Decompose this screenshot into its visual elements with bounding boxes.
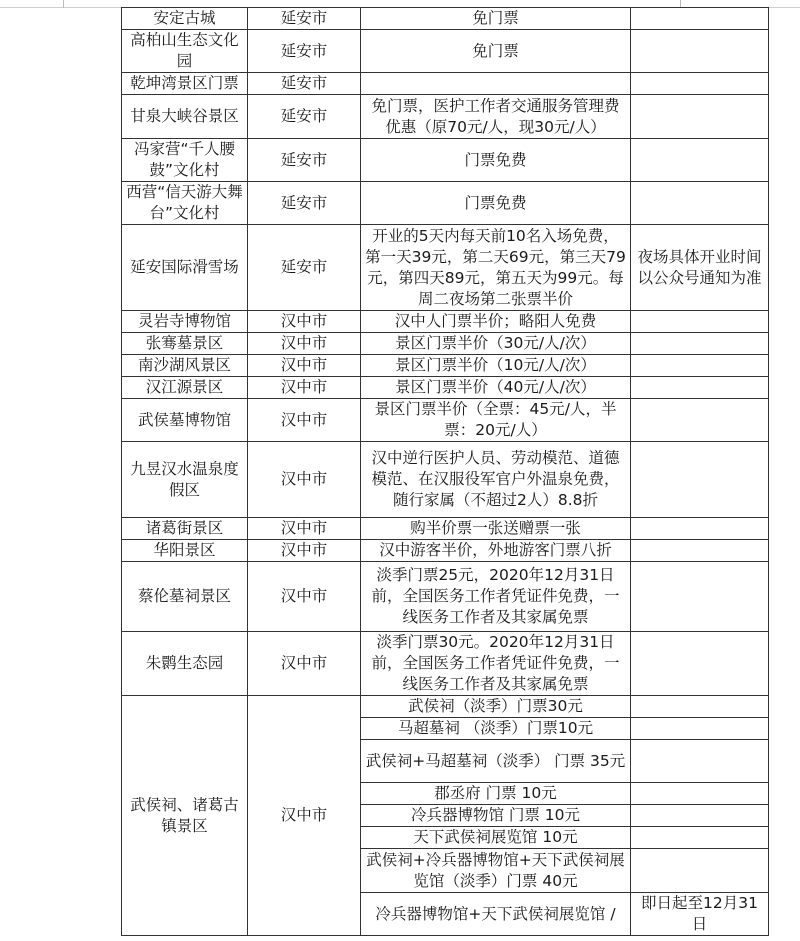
scenic-spot-name: 九昱汉水温泉度假区 (122, 442, 248, 518)
scenic-spot-name: 张骞墓景区 (122, 333, 248, 355)
discount-policy-cell: 景区门票半价（10元/人/次） (361, 355, 631, 377)
table-row (122, 8, 769, 30)
table-row (122, 182, 769, 225)
remark-cell (631, 849, 769, 893)
scenic-spot-name: 武侯祠、诸葛古镇景区 (122, 696, 248, 936)
discount-policy-cell (361, 73, 631, 95)
discount-policy-cell: 冷兵器博物馆 门票 10元 (361, 805, 631, 827)
city-cell: 延安市 (248, 182, 361, 225)
scenic-spot-name: 延安国际滑雪场 (122, 225, 248, 311)
discount-policy-cell: 武侯祠+冷兵器博物馆+天下武侯祠展览馆（淡季）门票 40元 (361, 849, 631, 893)
city-cell: 汉中市 (248, 355, 361, 377)
city-cell: 延安市 (248, 225, 361, 311)
table-row (122, 399, 769, 442)
scenic-spot-name: 朱鹮生态园 (122, 632, 248, 696)
remark-cell (631, 718, 769, 740)
discount-policy-cell: 淡季门票30元。2020年12月31日前，全国医务工作者凭证件免费，一线医务工作者及其家属免票 (361, 632, 631, 696)
table-body (122, 8, 769, 936)
remark-cell (631, 377, 769, 399)
table-row (122, 540, 769, 562)
discount-policy-cell: 汉中游客半价，外地游客门票八折 (361, 540, 631, 562)
discount-policy-cell: 汉中人门票半价；略阳人免费 (361, 311, 631, 333)
table-row (122, 30, 769, 73)
remark-cell (631, 311, 769, 333)
remark-cell (631, 139, 769, 182)
discount-policy-cell: 武侯祠+马超墓祠（淡季） 门票 35元 (361, 740, 631, 783)
remark-cell (631, 95, 769, 139)
remark-cell (631, 399, 769, 442)
discount-policy-cell: 开业的5天内每天前10名入场免费，第一天39元，第二天69元，第三天79元，第四天89元，第五天为99元。每周二夜场第二张票半价 (361, 225, 631, 311)
remark-cell (631, 783, 769, 805)
remark-cell (631, 805, 769, 827)
table-row (122, 518, 769, 540)
table-row (122, 696, 769, 718)
discount-policy-cell: 郡丞府 门票 10元 (361, 783, 631, 805)
remark-cell (631, 632, 769, 696)
scenic-spot-name: 诸葛街景区 (122, 518, 248, 540)
city-cell: 汉中市 (248, 333, 361, 355)
discount-policy-cell: 汉中逆行医护人员、劳动模范、道德模范、在汉服役军官户外温泉免费，随行家属（不超过2人）8.8折 (361, 442, 631, 518)
table-row (122, 333, 769, 355)
city-cell: 延安市 (248, 139, 361, 182)
remark-cell (631, 518, 769, 540)
remark-cell (631, 827, 769, 849)
city-cell: 延安市 (248, 30, 361, 73)
scenic-spot-name: 安定古城 (122, 8, 248, 30)
table-row (122, 95, 769, 139)
remark-cell (631, 182, 769, 225)
city-cell: 汉中市 (248, 696, 361, 936)
remark-cell: 夜场具体开业时间以公众号通知为准 (631, 225, 769, 311)
discount-policy-cell: 免门票 (361, 30, 631, 73)
table-row (122, 355, 769, 377)
remark-cell (631, 740, 769, 783)
table-row (122, 139, 769, 182)
city-cell: 汉中市 (248, 377, 361, 399)
remark-cell (631, 562, 769, 632)
scenic-spot-name: 高柏山生态文化园 (122, 30, 248, 73)
table-row (122, 73, 769, 95)
scenic-spot-name: 冯家营“千人腰鼓”文化村 (122, 139, 248, 182)
table-row (122, 311, 769, 333)
city-cell: 延安市 (248, 95, 361, 139)
remark-cell (631, 442, 769, 518)
table-row (122, 377, 769, 399)
discount-policy-cell: 天下武侯祠展览馆 10元 (361, 827, 631, 849)
scenic-spot-name: 南沙湖风景区 (122, 355, 248, 377)
remark-cell (631, 8, 769, 30)
discount-policy-cell: 武侯祠（淡季）门票30元 (361, 696, 631, 718)
discount-policy-cell: 淡季门票25元，2020年12月31日前，全国医务工作者凭证件免费，一线医务工作者及其家属免票 (361, 562, 631, 632)
city-cell: 汉中市 (248, 399, 361, 442)
scenic-spot-name: 蔡伦墓祠景区 (122, 562, 248, 632)
city-cell: 汉中市 (248, 442, 361, 518)
remark-cell (631, 696, 769, 718)
city-cell: 延安市 (248, 8, 361, 30)
discount-policy-cell: 门票免费 (361, 182, 631, 225)
scenic-spot-name: 武侯墓博物馆 (122, 399, 248, 442)
discount-policy-cell: 免门票，医护工作者交通服务管理费优惠（原70元/人，现30元/人） (361, 95, 631, 139)
remark-cell (631, 333, 769, 355)
page-top-mark-left (63, 0, 64, 8)
scenic-spot-name: 乾坤湾景区门票 (122, 73, 248, 95)
discount-policy-cell: 免门票 (361, 8, 631, 30)
discount-policy-cell: 门票免费 (361, 139, 631, 182)
discount-policy-cell: 景区门票半价（30元/人/次） (361, 333, 631, 355)
scenic-spot-name: 汉江源景区 (122, 377, 248, 399)
discount-policy-cell: 景区门票半价（全票：45元/人，半票：20元/人） (361, 399, 631, 442)
city-cell: 汉中市 (248, 518, 361, 540)
city-cell: 汉中市 (248, 632, 361, 696)
remark-cell (631, 355, 769, 377)
discount-policy-cell: 冷兵器博物馆+天下武侯祠展览馆 / (361, 893, 631, 936)
scenic-discount-table (121, 7, 769, 936)
scenic-spot-name: 西营“信天游大舞台”文化村 (122, 182, 248, 225)
city-cell: 汉中市 (248, 562, 361, 632)
table-row (122, 632, 769, 696)
remark-cell (631, 540, 769, 562)
scenic-spot-name: 灵岩寺博物馆 (122, 311, 248, 333)
city-cell: 汉中市 (248, 540, 361, 562)
discount-policy-cell: 马超墓祠 （淡季）门票10元 (361, 718, 631, 740)
table-row (122, 225, 769, 311)
scenic-spot-name: 甘泉大峡谷景区 (122, 95, 248, 139)
table-row (122, 442, 769, 518)
scenic-spot-name: 华阳景区 (122, 540, 248, 562)
table-row (122, 562, 769, 632)
discount-policy-cell: 景区门票半价（40元/人/次） (361, 377, 631, 399)
city-cell: 汉中市 (248, 311, 361, 333)
city-cell: 延安市 (248, 73, 361, 95)
remark-cell (631, 30, 769, 73)
remark-cell: 即日起至12月31日 (631, 893, 769, 936)
remark-cell (631, 73, 769, 95)
discount-policy-cell: 购半价票一张送赠票一张 (361, 518, 631, 540)
